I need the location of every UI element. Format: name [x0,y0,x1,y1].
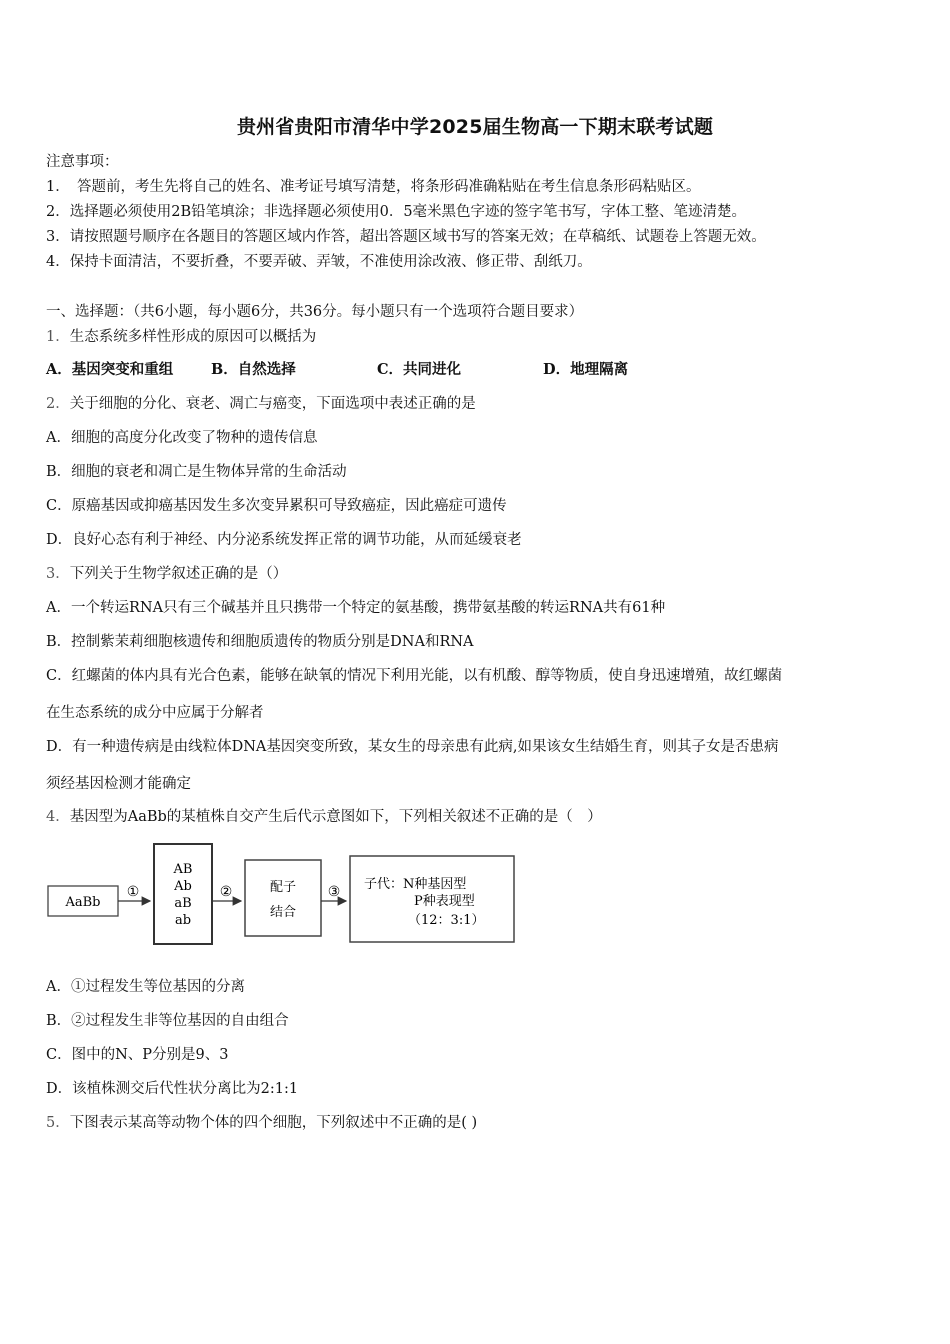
question-2 [46,394,476,414]
q4-option-c: C．图中的N、P分别是9、3 [46,1047,229,1063]
question-stem: 下图表示某高等动物个体的四个细胞，下列叙述中不正确的是( ) [69,1115,478,1131]
combine-line-2: 结合 [269,905,297,920]
combine-box [245,860,321,936]
q2-option-b: B．细胞的衰老和凋亡是生物体异常的生命活动 [46,464,347,480]
q2-option-a: A．细胞的高度分化改变了物种的遗传信息 [46,430,318,446]
q1-option-c: C．共同进化 [377,361,462,378]
question-4 [46,807,602,827]
question-stem: 生态系统多样性形成的原因可以概括为 [69,329,317,345]
q1-option-b: B．自然选择 [211,361,296,378]
page-title: 贵州省贵阳市清华中学2025届生物高一下期末联考试题 [236,116,714,138]
question-number: 2． [46,396,70,412]
question-5 [46,1113,477,1133]
step-3-label: ③ [327,884,341,900]
offspring-line-2: P种表现型 [414,894,475,909]
question-number: 1． [46,329,70,345]
question-1 [46,327,316,347]
note-item-3: 3．请按照题号顺序在各题目的答题区域内作答，超出答题区域书写的答案无效；在草稿纸、试题卷上答题无效。 [46,229,766,245]
question-stem: 关于细胞的分化、衰老、凋亡与癌变，下面选项中表述正确的是 [69,396,476,412]
q3-option-a: A．一个转运RNA只有三个碱基并且只携带一个特定的氨基酸，携带氨基酸的转运RNA共有61种 [46,600,666,616]
combine-line-1: 配子 [269,880,297,895]
note-item-1: 1． 答题前，考生先将自己的姓名、准考证号填写清楚，将条形码准确粘贴在考生信息条形码粘贴区。 [46,179,701,195]
q1-option-a: A．基因突变和重组 [46,361,174,378]
parent-genotype: AaBb [65,895,101,910]
q2-option-c: C．原癌基因或抑癌基因发生多次变异累积可导致癌症，因此癌症可遗传 [46,498,507,514]
question-number: 3． [46,566,70,582]
gamete-ab-lower: ab [174,913,192,928]
section-heading: 一、选择题：（共6小题，每小题6分，共36分。每小题只有一个选项符合题目要求） [46,304,584,320]
note-item-2: 2．选择题必须使用2B铅笔填涂；非选择题必须使用0．5毫米黑色字迹的签字笔书写，字体工整、笔迹清楚。 [46,204,747,220]
question-stem: 下列关于生物学叙述正确的是（） [69,566,288,582]
q2-option-d: D．良好心态有利于神经、内分泌系统发挥正常的调节功能，从而延缓衰老 [46,532,522,548]
q4-option-d: D．该植株测交后代性状分离比为2:1:1 [46,1081,299,1097]
offspring-ratio: （12：3:1） [408,913,485,928]
q1-option-d: D．地理隔离 [543,361,629,378]
gamete-ab-lower-upper: aB [174,896,192,911]
q1-options [46,360,906,380]
q3-option-c: C．红螺菌的体内具有光合色素，能够在缺氧的情况下利用光能，以有机酸、醇等物质，使自身迅速增殖，故红螺菌 [46,668,783,684]
notes-heading: 注意事项： [46,154,119,170]
gamete-ab-upper: AB [173,862,193,877]
gamete-ab-mixed: Ab [174,879,192,894]
q3-option-d-cont: 须经基因检测才能确定 [46,776,191,792]
step-2-label: ② [219,884,233,900]
q3-option-b: B．控制紫茉莉细胞核遗传和细胞质遗传的物质分别是DNA和RNA [46,634,474,650]
step-1-label: ① [126,884,140,900]
question-stem: 基因型为AaBb的某植株自交产生后代示意图如下，下列相关叙述不正确的是（ ） [69,809,602,825]
q3-option-c-cont: 在生态系统的成分中应属于分解者 [46,705,264,721]
q4-option-a: A．①过程发生等位基因的分离 [46,979,245,995]
note-item-4: 4．保持卡面清洁，不要折叠，不要弄破、弄皱，不准使用涂改液、修正带、刮纸刀。 [46,254,592,270]
question-number: 5． [46,1115,70,1131]
question-3 [46,564,287,584]
gametes-box [154,844,212,944]
q4-option-b: B．②过程发生非等位基因的自由组合 [46,1013,289,1029]
q3-option-d: D．有一种遗传病是由线粒体DNA基因突变所致，某女生的母亲患有此病,如果该女生结婚生育，则其子女是否患病 [46,739,779,755]
offspring-line-1: 子代：N种基因型 [364,877,467,892]
question-number: 4． [46,809,70,825]
cross-diagram [40,838,530,950]
